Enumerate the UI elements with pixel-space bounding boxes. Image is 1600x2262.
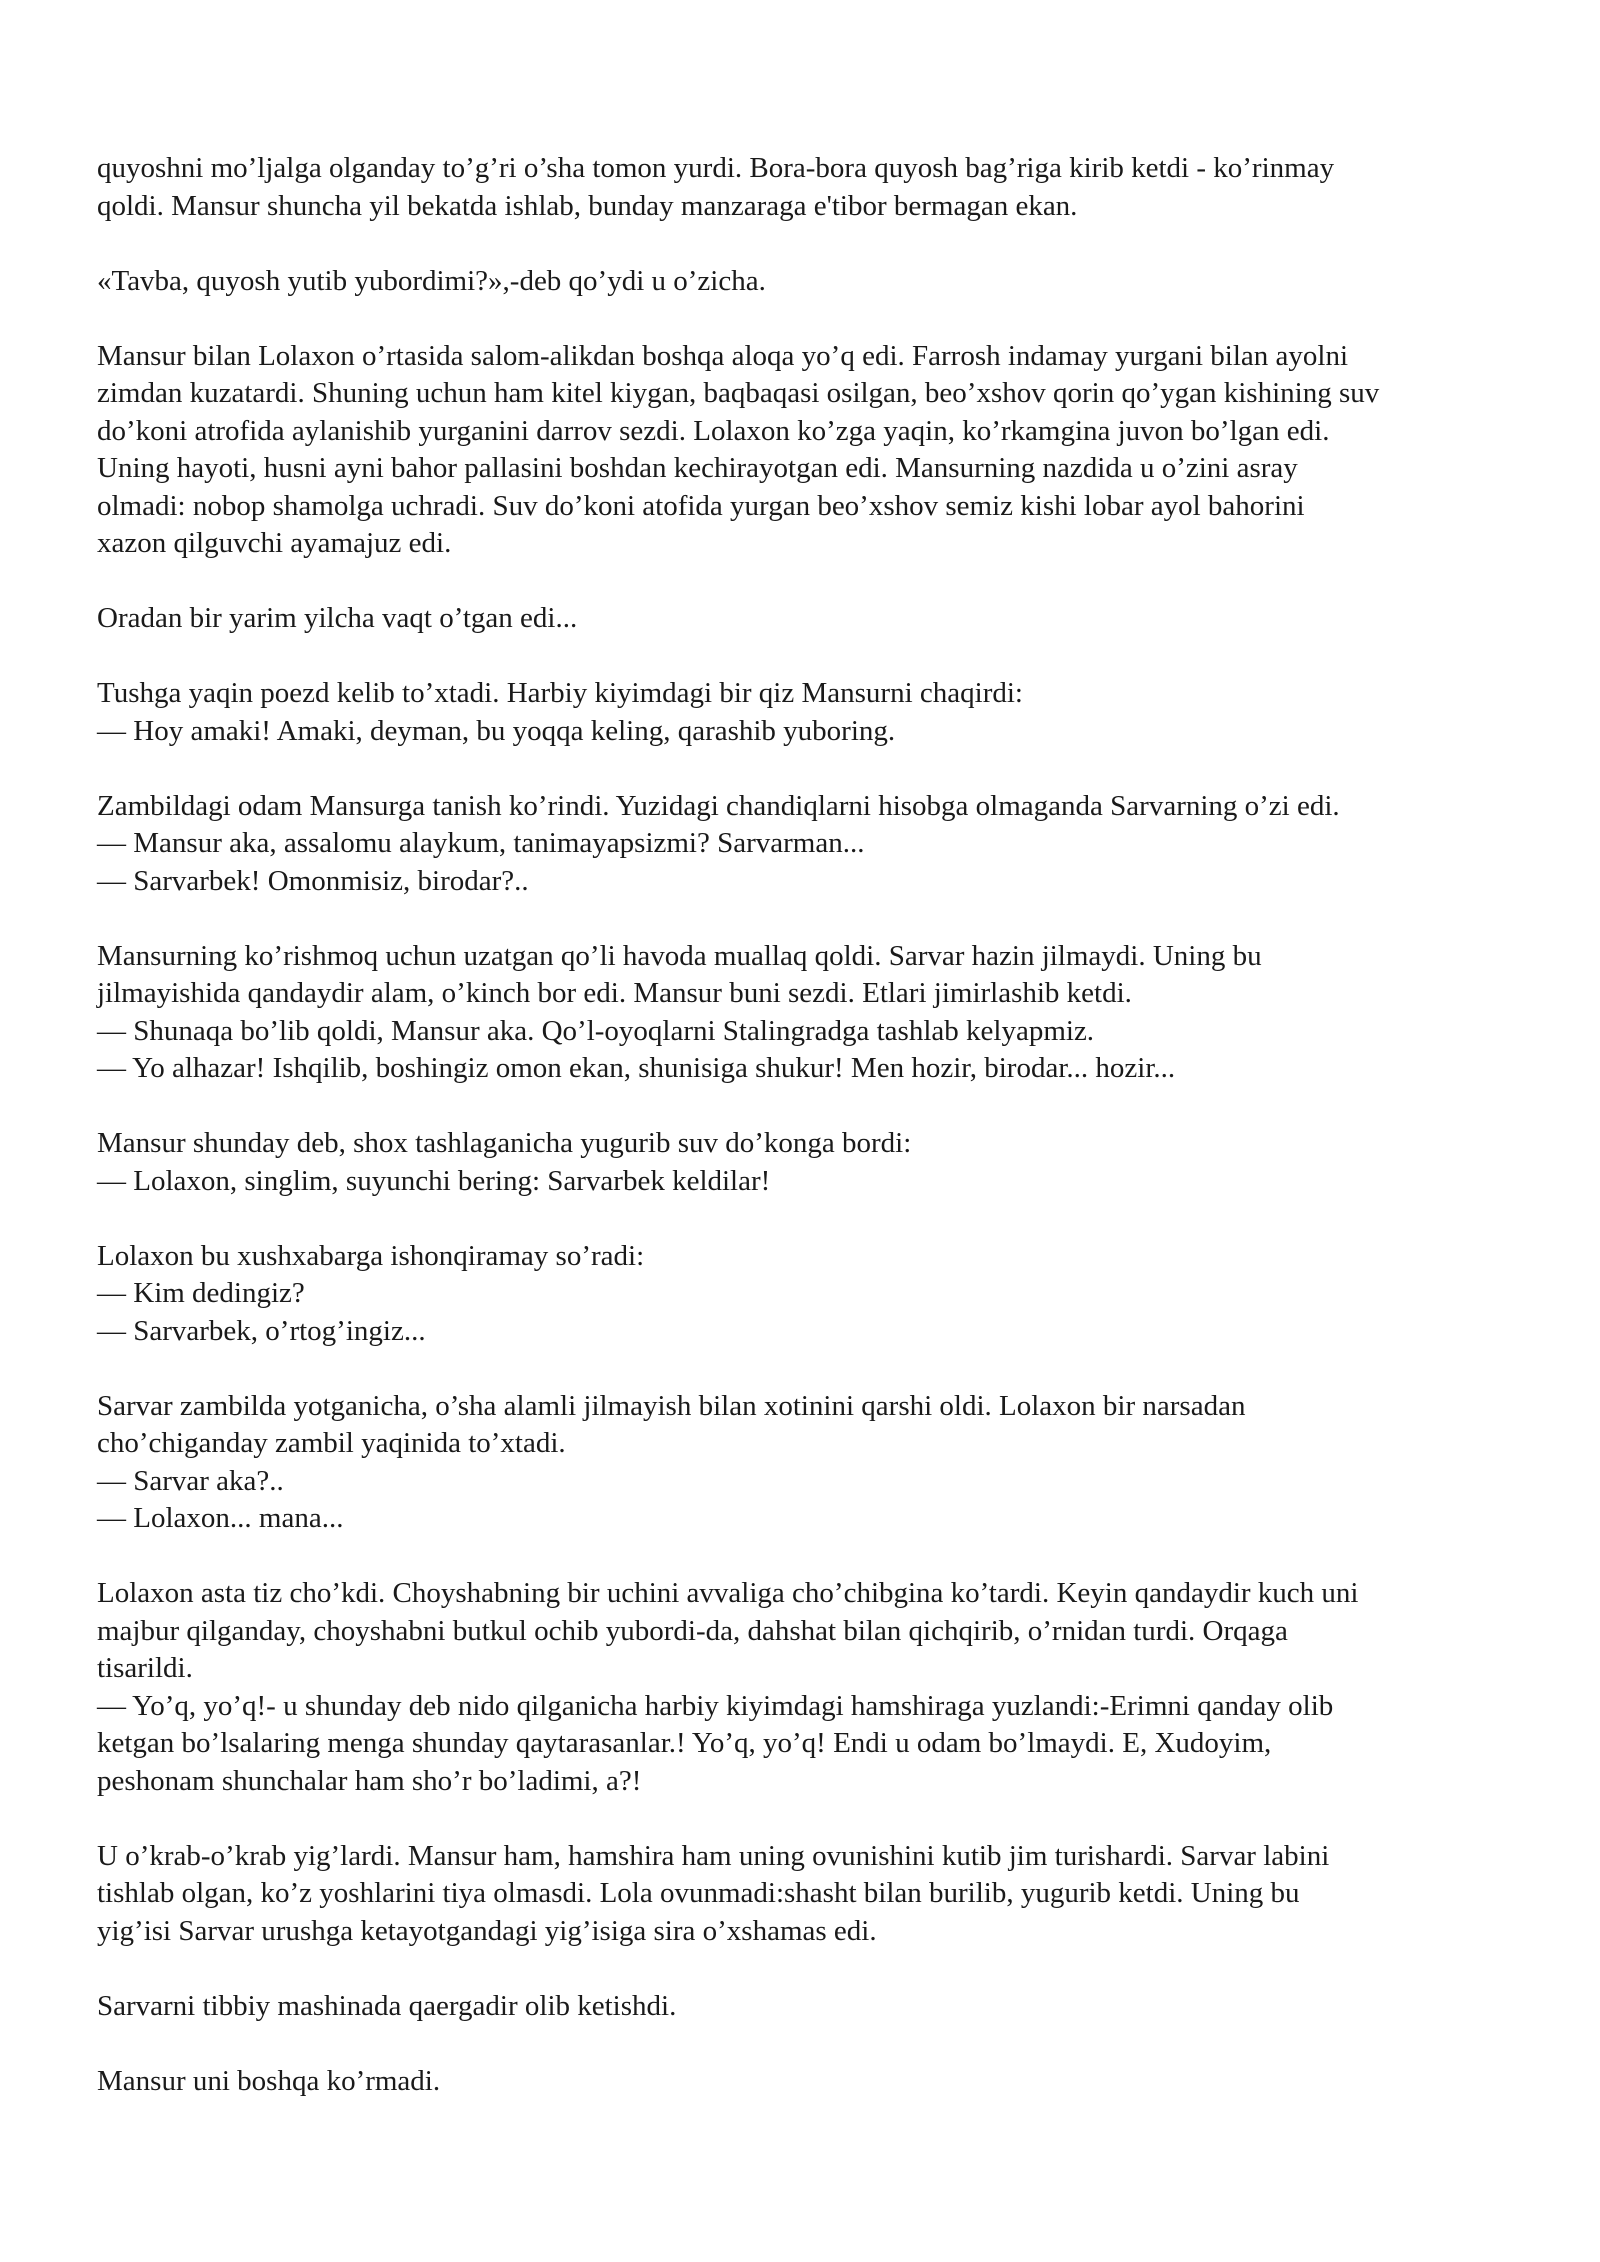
paragraph xyxy=(97,1238,1537,1351)
text-line: Lolaxon bu xushxabarga ishonqiramay so’radi: xyxy=(97,1239,645,1272)
text-line: — Sarvarbek, o’rtog’ingiz... xyxy=(97,1314,426,1347)
paragraph xyxy=(97,263,1537,301)
text-line: Mansur shunday deb, shox tashlaganicha yugurib suv do’konga bordi: xyxy=(97,1127,912,1159)
text-line: olmadi: nobop shamolga uchradi. Suv do’koni atofida yurgan beo’xshov semiz kishi lobar ayol bahorini xyxy=(97,489,1305,522)
text-line: zimdan kuzatardi. Shuning uchun ham kitel kiygan, baqbaqasi osilgan, beo’xshov qorin qo’ygan kishining suv xyxy=(97,377,1380,409)
text-line: quyoshni mo’ljalga olganday to’g’ri o’sha tomon yurdi. Bora-bora quyosh bag’riga kirib ketdi - ko’rinmay xyxy=(97,152,1335,184)
text-line: jilmayishida qandaydir alam, o’kinch bor edi. Mansur buni sezdi. Etlari jimirlashib ketdi. xyxy=(97,977,1132,1009)
text-line: — Mansur aka, assalomu alaykum, tanimayapsizmi? Sarvarman... xyxy=(97,827,865,859)
paragraph xyxy=(97,338,1537,563)
text-line: tishlab olgan, ko’z yoshlarini tiya olmasdi. Lola ovunmadi:shasht bilan burilib, yugurib ketdi. Uning bu xyxy=(97,1877,1300,1909)
text-line: Mansur bilan Lolaxon o’rtasida salom-alikdan boshqa aloqa yo’q edi. Farrosh indamay yurgani bilan ayolni xyxy=(97,339,1349,372)
text-line: xazon qilguvchi ayamajuz edi. xyxy=(97,527,452,559)
paragraph xyxy=(97,1388,1537,1538)
paragraph xyxy=(97,1125,1537,1200)
text-line: Sarvar zambilda yotganicha, o’sha alamli jilmayish bilan xotinini qarshi oldi. Lolaxon bir narsadan xyxy=(97,1389,1246,1422)
text-line: ketgan bo’lsalaring menga shunday qaytarasanlar.! Yo’q, yo’q! Endi u odam bo’lmaydi. E, Xudoyim, xyxy=(97,1727,1272,1759)
text-line: Tushga yaqin poezd kelib to’xtadi. Harbiy kiyimdagi bir qiz Mansurni chaqirdi: xyxy=(97,677,1023,709)
paragraph xyxy=(97,938,1537,1088)
text-line: Uning hayoti, husni ayni bahor pallasini boshdan kechirayotgan edi. Mansurning nazdida u o’zini asray xyxy=(97,452,1298,484)
text-line: cho’chiganday zambil yaqinida to’xtadi. xyxy=(97,1427,566,1459)
text-line: qoldi. Mansur shuncha yil bekatda ishlab, bunday manzaraga e'tibor bermagan ekan. xyxy=(97,189,1078,222)
document-page xyxy=(97,150,1537,2138)
text-line: — Lolaxon, singlim, suyunchi bering: Sarvarbek keldilar! xyxy=(97,1164,771,1197)
text-line: Zambildagi odam Mansurga tanish ko’rindi. Yuzidagi chandiqlarni hisobga olmaganda Sarvarning o’zi edi. xyxy=(97,789,1340,822)
text-line: — Yo’q, yo’q!- u shunday deb nido qilganicha harbiy kiyimdagi hamshiraga yuzlandi:-Erimni qanday olib xyxy=(97,1689,1334,1722)
text-line: — Kim dedingiz? xyxy=(97,1277,305,1309)
text-line: Mansur uni boshqa ko’rmadi. xyxy=(97,2064,441,2097)
text-line: U o’krab-o’krab yig’lardi. Mansur ham, hamshira ham uning ovunishini kutib jim turishardi. Sarvar labini xyxy=(97,1839,1330,1872)
text-line: Mansurning ko’rishmoq uchun uzatgan qo’li havoda muallaq qoldi. Sarvar hazin jilmaydi. Uning bu xyxy=(97,939,1262,972)
paragraph xyxy=(97,788,1537,901)
text-line: Lolaxon asta tiz cho’kdi. Choyshabning bir uchini avvaliga cho’chibgina ko’tardi. Keyin qandaydir kuch uni xyxy=(97,1577,1359,1609)
paragraph xyxy=(97,2063,1537,2101)
text-line: «Tavba, quyosh yutib yubordimi?»,-deb qo’ydi u o’zicha. xyxy=(97,264,766,297)
paragraph xyxy=(97,1575,1537,1800)
text-line: majbur qilganday, choyshabni butkul ochib yubordi-da, dahshat bilan qichqirib, o’rnidan turdi. Orqaga xyxy=(97,1614,1288,1647)
text-line: peshonam shunchalar ham sho’r bo’ladimi, a?! xyxy=(97,1764,642,1797)
paragraph xyxy=(97,675,1537,750)
text-line: — Lolaxon... mana... xyxy=(97,1502,344,1534)
text-line: tisarildi. xyxy=(97,1652,193,1684)
text-line: yig’isi Sarvar urushga ketayotgandagi yig’isiga sira o’xshamas edi. xyxy=(97,1914,877,1947)
paragraph xyxy=(97,600,1537,638)
text-line: Oradan bir yarim yilcha vaqt o’tgan edi... xyxy=(97,602,578,634)
text-line: — Shunaqa bo’lib qoldi, Mansur aka. Qo’l-oyoqlarni Stalingradga tashlab kelyapmiz. xyxy=(97,1014,1095,1047)
text-line: — Yo alhazar! Ishqilib, boshingiz omon ekan, shunisiga shukur! Men hozir, birodar... hozir... xyxy=(97,1052,1176,1084)
text-line: — Hoy amaki! Amaki, deyman, bu yoqqa keling, qarashib yuboring. xyxy=(97,714,896,747)
paragraph xyxy=(97,1988,1537,2026)
paragraph xyxy=(97,1838,1537,1951)
paragraph xyxy=(97,150,1537,225)
text-line: — Sarvarbek! Omonmisiz, birodar?.. xyxy=(97,864,529,897)
text-line: do’koni atrofida aylanishib yurganini darrov sezdi. Lolaxon ko’zga yaqin, ko’rkamgina juvon bo’lgan edi. xyxy=(97,414,1330,447)
text-line: — Sarvar aka?.. xyxy=(97,1464,284,1497)
text-line: Sarvarni tibbiy mashinada qaergadir olib ketishdi. xyxy=(97,1989,677,2022)
